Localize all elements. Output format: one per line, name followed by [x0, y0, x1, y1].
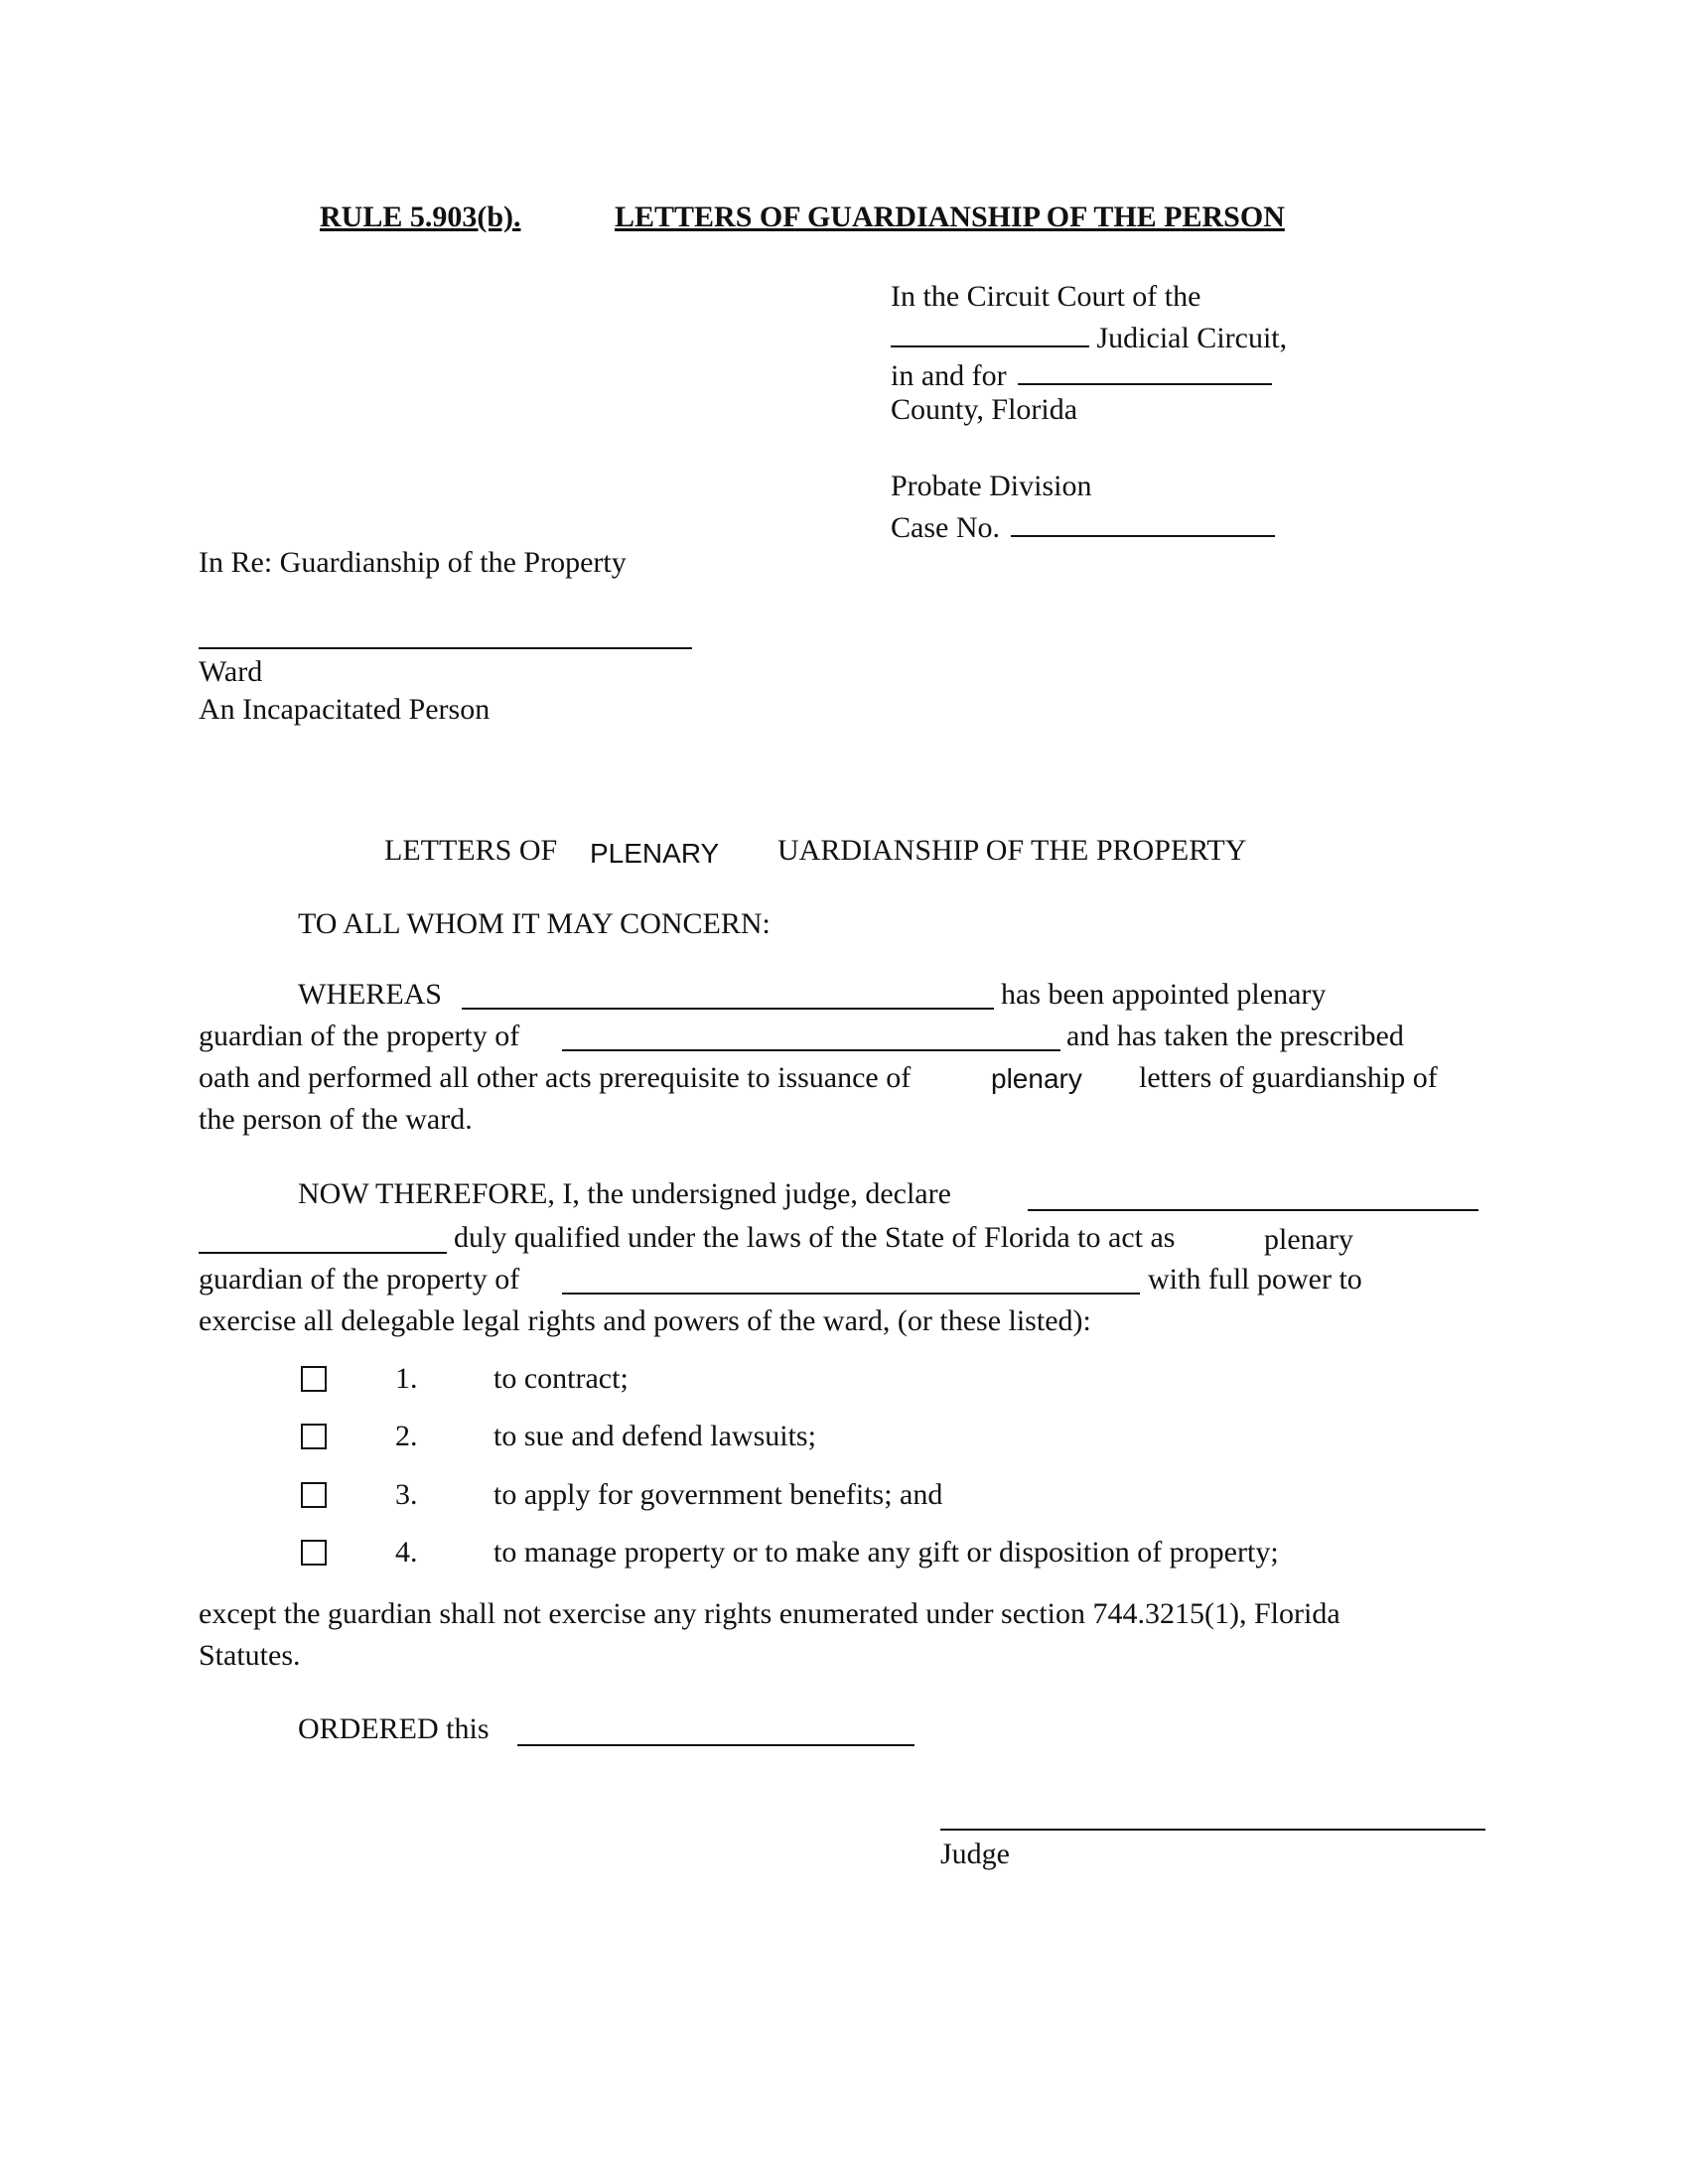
act-as-type-field[interactable]: plenary	[1264, 1223, 1353, 1256]
document-header-title: LETTERS OF GUARDIANSHIP OF THE PERSON	[615, 201, 1285, 233]
letters-type-field[interactable]: plenary	[991, 1063, 1082, 1094]
therefore-line3-tail: with full power to	[1148, 1263, 1362, 1296]
in-re-caption: In Re: Guardianship of the Property	[199, 546, 627, 579]
court-line-3	[891, 357, 1272, 391]
power-2-checkbox[interactable]	[301, 1424, 327, 1449]
form-title-suffix: UARDIANSHIP OF THE PROPERTY	[777, 834, 1247, 867]
therefore-lead: NOW THEREFORE, I, the undersigned judge, declare	[298, 1177, 951, 1210]
power-4-number: 4.	[395, 1536, 418, 1569]
ward-name-field-2[interactable]	[562, 1049, 1060, 1051]
whereas-line3-lead: oath and performed all other acts prerequisite to issuance of	[199, 1061, 912, 1094]
ordered-label: ORDERED this	[298, 1712, 490, 1745]
case-number-label: Case No.	[891, 511, 1000, 544]
judge-label: Judge	[940, 1838, 1010, 1870]
ward-name-field-3[interactable]	[562, 1293, 1140, 1295]
judicial-circuit-label: Judicial Circuit,	[1096, 322, 1288, 354]
whereas-line3-tail: letters of guardianship of	[1139, 1061, 1438, 1094]
therefore-line2: duly qualified under the laws of the State of Florida to act as	[454, 1221, 1176, 1254]
court-line-2	[891, 320, 1287, 353]
whereas-line2-lead: guardian of the property of	[199, 1020, 520, 1052]
declared-guardian-field[interactable]	[1028, 1209, 1478, 1211]
whereas-line4: the person of the ward.	[199, 1103, 473, 1136]
ward-name-field[interactable]	[199, 647, 692, 649]
power-2-number: 2.	[395, 1420, 418, 1452]
guardianship-type-field[interactable]: PLENARY	[590, 838, 720, 869]
whereas-appointed: has been appointed plenary	[1001, 978, 1327, 1011]
power-1-text: to contract;	[493, 1362, 629, 1395]
court-line-4: County, Florida	[891, 393, 1078, 426]
guardian-name-field[interactable]	[462, 1008, 994, 1010]
power-3-number: 3.	[395, 1478, 418, 1511]
power-3-checkbox[interactable]	[301, 1482, 327, 1508]
salutation: TO ALL WHOM IT MAY CONCERN:	[298, 907, 771, 940]
case-number-field[interactable]	[1011, 509, 1275, 537]
whereas-line2-tail: and has taken the prescribed	[1066, 1020, 1404, 1052]
power-1-checkbox[interactable]	[301, 1366, 327, 1392]
ordered-date-field[interactable]	[517, 1744, 914, 1746]
power-1-number: 1.	[395, 1362, 418, 1395]
court-line-1: In the Circuit Court of the	[891, 280, 1201, 313]
therefore-line3-lead: guardian of the property of	[199, 1263, 520, 1296]
in-and-for-label: in and for	[891, 359, 1007, 392]
incapacitated-label: An Incapacitated Person	[199, 693, 491, 726]
therefore-line4: exercise all delegable legal rights and powers of the ward, (or these listed):	[199, 1304, 1091, 1337]
power-4-checkbox[interactable]	[301, 1540, 327, 1566]
power-4-text: to manage property or to make any gift or disposition of property;	[493, 1536, 1279, 1569]
form-title-prefix: LETTERS OF	[384, 834, 558, 867]
except-line-2: Statutes.	[199, 1639, 301, 1672]
power-3-text: to apply for government benefits; and	[493, 1478, 943, 1511]
judicial-circuit-field[interactable]	[891, 320, 1089, 347]
power-2-text: to sue and defend lawsuits;	[493, 1420, 816, 1452]
judge-signature-field[interactable]	[940, 1829, 1485, 1831]
declared-guardian-field-cont[interactable]	[199, 1252, 447, 1254]
rule-number: RULE 5.903(b).	[320, 201, 521, 233]
except-line-1: except the guardian shall not exercise any rights enumerated under section 744.3215(1), Florida	[199, 1597, 1340, 1630]
ward-label: Ward	[199, 655, 263, 688]
probate-division: Probate Division	[891, 470, 1092, 502]
whereas-lead: WHEREAS	[298, 978, 442, 1011]
county-field[interactable]	[1018, 357, 1272, 385]
case-number-row	[891, 509, 1275, 543]
